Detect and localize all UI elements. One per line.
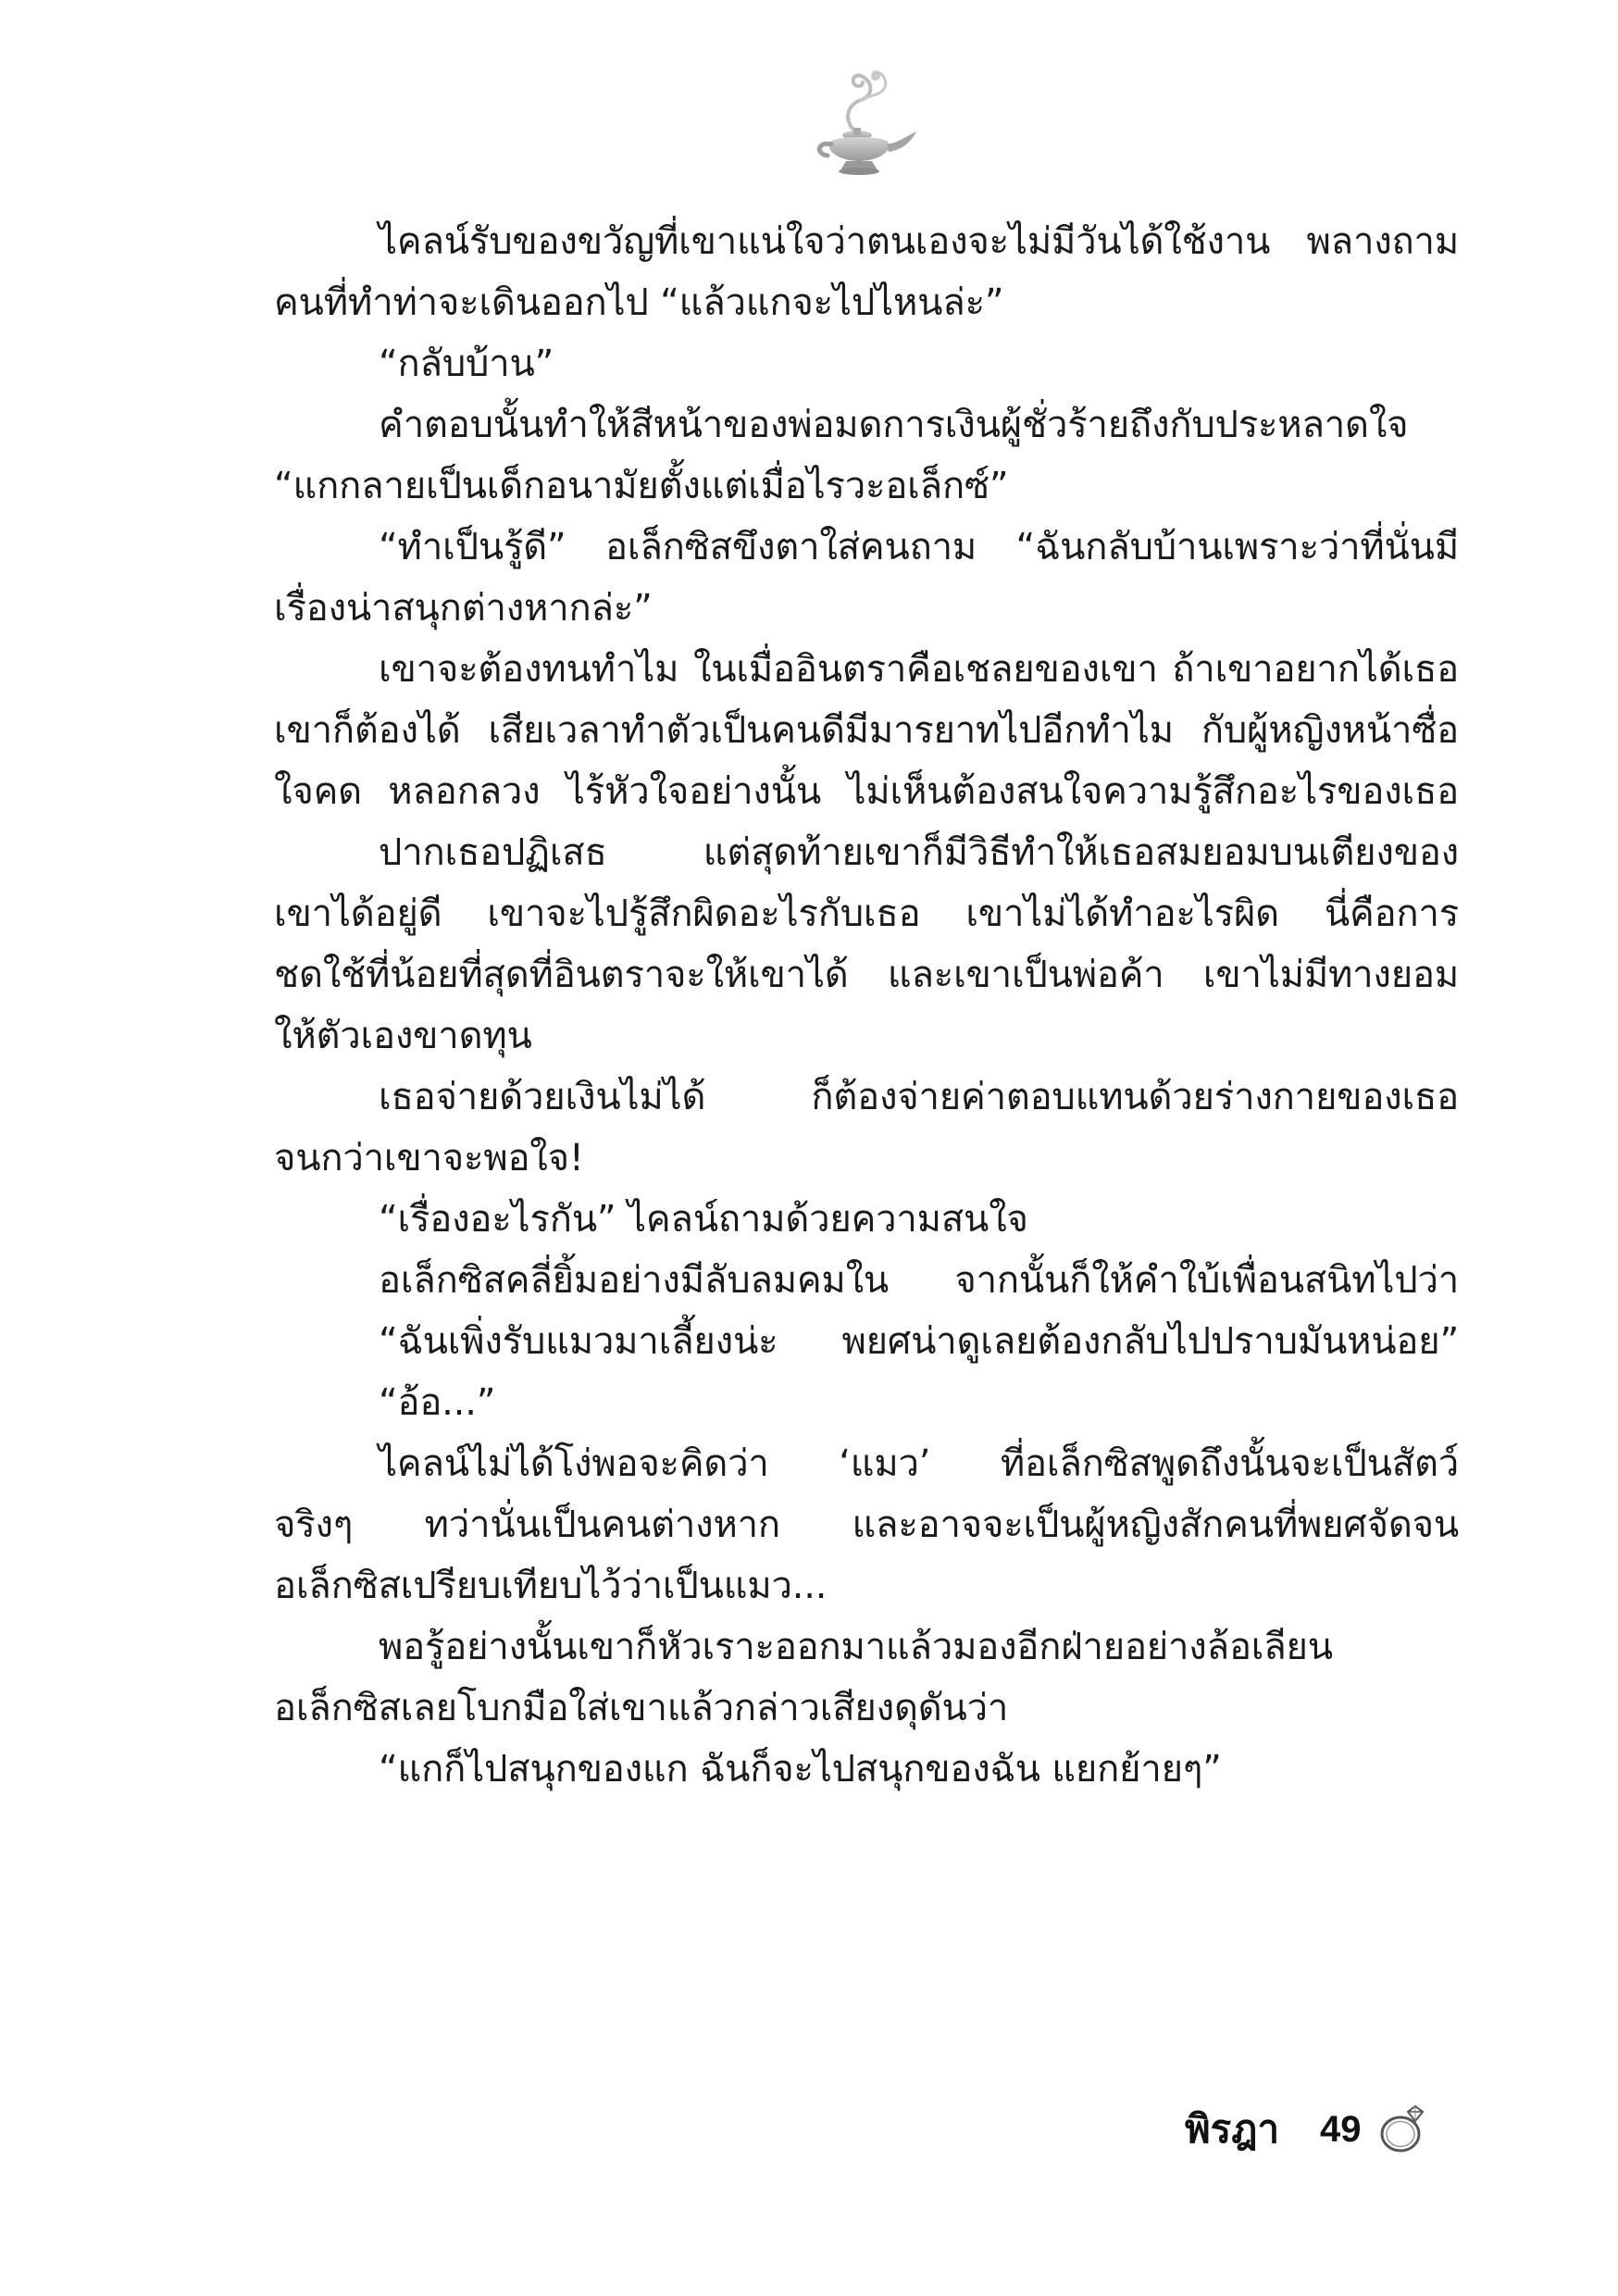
page-number: 49	[1320, 2108, 1362, 2150]
text-line: “แกกลายเป็นเด็กอนามัยตั้งแต่เมื่อไรวะอเล็กซ์”	[274, 465, 1009, 507]
text-line: อเล็กซิสเปรียบเทียบไว้ว่าเป็นแมว...	[274, 1565, 828, 1607]
page-footer	[1185, 2097, 1432, 2162]
text-line: จนกว่าเขาจะพอใจ!	[274, 1137, 584, 1179]
text-line: เขาจะต้องทนทำไม ในเมื่ออินตราคือเชลยของเขา ถ้าเขาอยากได้เธอ	[379, 648, 1459, 691]
author-name: พิรฎา	[1185, 2106, 1280, 2152]
text-line: เขาได้อยู่ดี เขาจะไปรู้สึกผิดอะไรกับเธอ เขาไม่ได้ทำอะไรผิด นี่คือการ	[274, 892, 1459, 935]
text-line: เธอจ่ายด้วยเงินไม่ได้ ก็ต้องจ่ายค่าตอบแทนด้วยร่างกายของเธอ	[379, 1076, 1459, 1118]
text-line: พอรู้อย่างนั้นเขาก็หัวเราะออกมาแล้วมองอีกฝ่ายอย่างล้อเลียน	[379, 1626, 1333, 1668]
text-line: “ทำเป็นรู้ดี” อเล็กซิสขึงตาใส่คนถาม “ฉันกลับบ้านเพราะว่าที่นั่นมี	[379, 526, 1459, 568]
text-line: “ฉันเพิ่งรับแมวมาเลี้ยงน่ะ พยศน่าดูเลยต้องกลับไปปราบมันหน่อย”	[379, 1320, 1459, 1363]
text-line: อเล็กซิสเลยโบกมือใส่เขาแล้วกล่าวเสียงดุดันว่า	[274, 1687, 1009, 1729]
text-line: คนที่ทำท่าจะเดินออกไป “แล้วแกจะไปไหนล่ะ”	[274, 281, 1004, 324]
text-line: “แกก็ไปสนุกของแก ฉันก็จะไปสนุกของฉัน แยกย้ายๆ”	[379, 1748, 1222, 1791]
text-line: ให้ตัวเองขาดทุน	[274, 1015, 532, 1057]
text-line: “เรื่องอะไรกัน” ไคลน์ถามด้วยความสนใจ	[379, 1198, 1028, 1241]
body-text	[274, 211, 1459, 1800]
text-line: จริงๆ ทว่านั่นเป็นคนต่างหาก และอาจจะเป็นผู้หญิงสักคนที่พยศจัดจน	[274, 1504, 1459, 1546]
text-line: “กลับบ้าน”	[379, 343, 554, 385]
text-line: เขาก็ต้องได้ เสียเวลาทำตัวเป็นคนดีมีมารยาทไปอีกทำไม กับผู้หญิงหน้าซื่อ	[274, 709, 1459, 752]
ring-icon	[1375, 2101, 1432, 2158]
text-line: เรื่องน่าสนุกต่างหากล่ะ”	[274, 587, 653, 630]
text-line: ใจคด หลอกลวง ไร้หัวใจอย่างนั้น ไม่เห็นต้องสนใจความรู้สึกอะไรของเธอ	[274, 770, 1459, 813]
text-line: ชดใช้ที่น้อยที่สุดที่อินตราจะให้เขาได้ และเขาเป็นพ่อค้า เขาไม่มีทางยอม	[274, 954, 1459, 996]
magic-lamp-icon	[796, 57, 926, 187]
text-line: คำตอบนั้นทำให้สีหน้าของพ่อมดการเงินผู้ชั่วร้ายถึงกับประหลาดใจ	[379, 404, 1409, 446]
text-line: “อ้อ...”	[379, 1381, 496, 1424]
text-line: อเล็กซิสคลี่ยิ้มอย่างมีลับลมคมใน จากนั้นก็ให้คำใบ้เพื่อนสนิทไปว่า	[379, 1259, 1459, 1302]
text-line: ปากเธอปฏิเสธ แต่สุดท้ายเขาก็มีวิธีทำให้เธอสมยอมบนเตียงของ	[379, 831, 1459, 874]
text-line: ไคลน์รับของขวัญที่เขาแน่ใจว่าตนเองจะไม่มีวันได้ใช้งาน พลางถาม	[379, 220, 1459, 263]
text-line: ไคลน์ไม่ได้โง่พอจะคิดว่า ‘แมว’ ที่อเล็กซิสพูดถึงนั้นจะเป็นสัตว์	[379, 1442, 1459, 1485]
